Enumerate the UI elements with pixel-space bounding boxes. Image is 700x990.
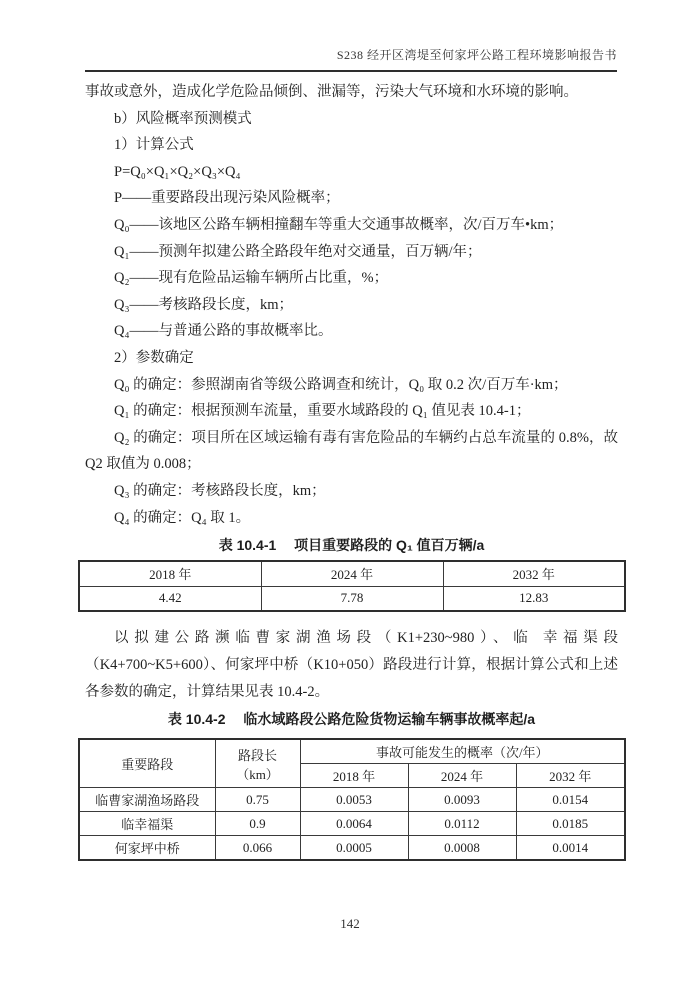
param-q0: Q₀ 的确定：参照湖南省等级公路调查和统计，Q₀ 取 0.2 次/百万车·km； (114, 376, 568, 393)
body-line-heading-b: b）风险概率预测模式 (114, 110, 252, 127)
table1-header-2032: 2032 年 (443, 561, 625, 586)
definition-q2: Q₂——现有危险品运输车辆所占比重，%； (114, 270, 389, 287)
table2-title: 表 10.4-2 临水域路段公路危险货物运输车辆事故概率起/a (167, 711, 536, 728)
page-header (85, 46, 617, 63)
table2-row (79, 788, 625, 812)
table2-header-2032: 2032 年 (516, 764, 625, 788)
table1-value-row (79, 586, 625, 611)
table2-row-p2024: 0.0112 (408, 812, 516, 836)
table1-title: 表 10.4-1 项目重要路段的 Q₁ 值百万辆/a (218, 537, 485, 554)
table2-header-length-line1: 路段长 (237, 747, 277, 763)
body-line-heading-2: 2）参数确定 (114, 349, 194, 366)
table2 (78, 738, 626, 861)
param-q2: Q₂ 的确定：项目所在区域运输有毒有害危险品的车辆约占总车流量的 0.8%，故 Q2 取值为 0.008； (85, 429, 618, 473)
table2-row-name: 临幸福渠 (79, 812, 215, 836)
page-content (85, 79, 618, 861)
table1-header-row (79, 561, 625, 586)
table2-row-length: 0.066 (215, 836, 300, 861)
table2-header-row-1 (79, 739, 625, 764)
table2-row-p2032: 0.0154 (516, 788, 625, 812)
table2-row (79, 812, 625, 836)
table1-header-2018: 2018 年 (79, 561, 261, 586)
body-paragraph: 以拟建公路濒临曹家湖渔场段（K1+230~980）、临 幸福渠段（K4+700~K5+600）、何家坪中桥（K10+050）路段进行计算，根据计算公式和上述各参数的确定，计算结果见表 10.4-2。 (85, 630, 618, 700)
param-q1: Q₁ 的确定：根据预测车流量，重要水域路段的 Q₁ 值见表 10.4-1； (114, 403, 531, 420)
definition-q4: Q₄——与普通公路的事故概率比。 (114, 323, 333, 340)
table2-row-name: 临曹家湖渔场路段 (79, 788, 215, 812)
body-line-continuation: 事故或意外，造成化学危险品倾倒、泄漏等，污染大气环境和水环境的影响。 (85, 84, 578, 100)
definition-q1: Q₁——预测年拟建公路全路段年绝对交通量，百万辆/年； (114, 243, 482, 260)
param-q3: Q₃ 的确定：考核路段长度，km； (114, 482, 326, 499)
table2-row-length: 0.9 (215, 812, 300, 836)
table2-header-length-line2: （km） (236, 766, 279, 782)
table2-row-p2018: 0.0053 (300, 788, 408, 812)
table2-row-p2018: 0.0064 (300, 812, 408, 836)
table2-row-p2024: 0.0008 (408, 836, 516, 861)
table2-row-p2032: 0.0185 (516, 812, 625, 836)
table1-value-2032: 12.83 (443, 586, 625, 611)
table2-header-2018: 2018 年 (300, 764, 408, 788)
body-line-heading-1: 1）计算公式 (114, 137, 194, 154)
table2-row-p2018: 0.0005 (300, 836, 408, 861)
definition-p: P——重要路段出现污染风险概率； (114, 190, 340, 207)
table2-row-name: 何家坪中桥 (79, 836, 215, 861)
table2-header-road: 重要路段 (79, 739, 215, 788)
table1-header-2024: 2024 年 (261, 561, 443, 586)
table2-row-p2024: 0.0093 (408, 788, 516, 812)
header-title: S238 经开区湾堤至何家坪公路工程环境影响报告书 (336, 48, 617, 62)
definition-q3: Q₃——考核路段长度，km； (114, 296, 294, 313)
table2-header-probability: 事故可能发生的概率（次/年） (300, 739, 625, 764)
table2-row-p2032: 0.0014 (516, 836, 625, 861)
table1-value-2018: 4.42 (79, 586, 261, 611)
formula-line: P=Q₀×Q₁×Q₂×Q₃×Q₄ (114, 163, 241, 180)
table1 (78, 560, 626, 612)
table1-value-2024: 7.78 (261, 586, 443, 611)
page-number: 142 (340, 916, 360, 931)
table2-header-2024: 2024 年 (408, 764, 516, 788)
definition-q0: Q₀——该地区公路车辆相撞翻车等重大交通事故概率，次/百万车•km； (114, 216, 564, 233)
param-q4: Q₄ 的确定：Q₄ 取 1。 (114, 509, 251, 526)
table2-row (79, 836, 625, 861)
table2-row-length: 0.75 (215, 788, 300, 812)
table2-header-length (215, 739, 300, 788)
header-rule (85, 70, 617, 72)
